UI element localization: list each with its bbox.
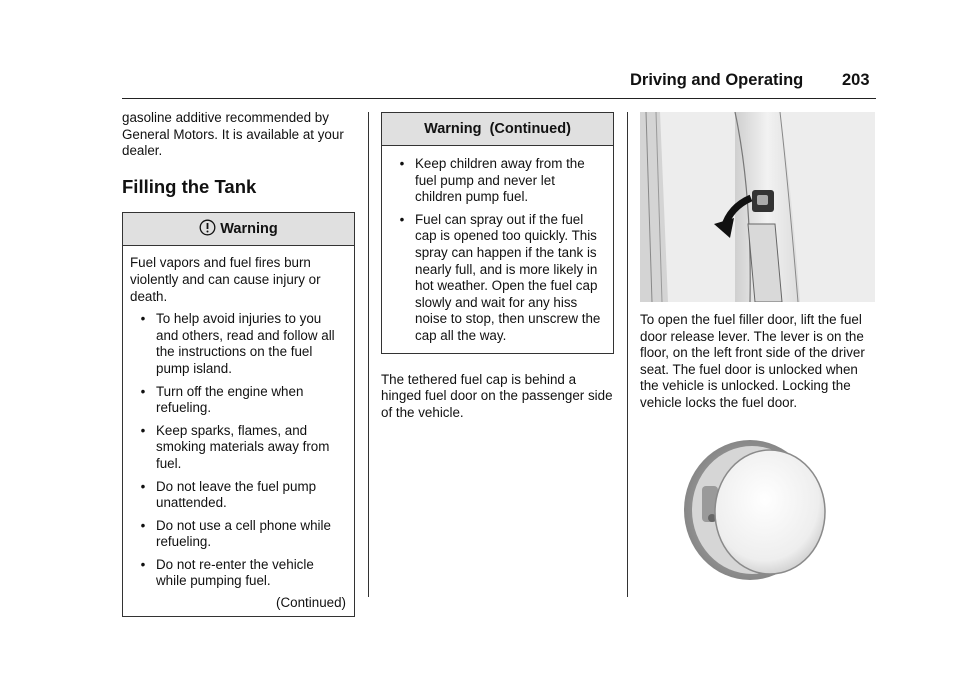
list-item: • Turn off the engine when refueling. — [130, 384, 346, 417]
warning-box — [122, 212, 355, 616]
bullet-icon: • — [399, 211, 405, 227]
warning-header — [123, 213, 354, 246]
fuel-door-release-lever — [640, 112, 875, 302]
column-2 — [381, 112, 614, 421]
running-header-title: Driving and Operating — [630, 71, 804, 89]
body-paragraph: The tethered fuel cap is behind a hinged fuel door on the passenger side of the vehicle. — [381, 371, 613, 420]
warning-title: Warning — [220, 221, 278, 238]
body-paragraph: To open the fuel filler door, lift the fuel door release lever. The lever is on the floor, on the left front side of the driver seat. The fuel door is unlocked when the vehicle is unlocked. Locking the vehicle locks the fuel door. — [640, 312, 865, 410]
column-divider-2 — [627, 112, 628, 597]
bullet-icon: • — [140, 478, 146, 494]
fuel-filler-door — [682, 434, 830, 584]
bullet-icon: • — [140, 556, 146, 572]
header-rule — [122, 98, 876, 99]
warning-body — [382, 146, 613, 353]
warning-circle-icon — [199, 219, 216, 236]
warning-intro: Fuel vapors and fuel fires burn violently and can cause injury or death. — [130, 255, 321, 304]
page-number: 203 — [842, 71, 870, 89]
fuel-filler-door-image — [682, 434, 830, 584]
column-divider-1 — [368, 112, 369, 597]
intro-paragraph: gasoline additive recommended by General Motors. It is available at your dealer. — [122, 110, 344, 159]
list-item: • To help avoid injuries to you and others, read and follow all the instructions on the fuel pump island. — [130, 311, 346, 377]
bullet-icon: • — [140, 422, 146, 438]
column-1 — [122, 110, 355, 617]
bullet-icon: • — [140, 311, 146, 327]
section-title: Filling the Tank — [122, 175, 257, 197]
warning-header: Warning (Continued) — [382, 113, 613, 146]
bullet-icon: • — [399, 156, 405, 171]
warning-box-continued — [381, 112, 614, 354]
list-item: • Do not re-enter the vehicle while pumping fuel. — [130, 557, 346, 590]
fuel-door-release-lever-photo — [640, 112, 875, 302]
list-item: • Do not use a cell phone while refueling. — [130, 518, 346, 551]
warning-body — [123, 246, 354, 615]
column-3 — [640, 312, 880, 412]
continued-note: (Continued) — [276, 595, 346, 611]
list-item: • Do not leave the fuel pump unattended. — [130, 479, 346, 512]
bullet-icon: • — [140, 517, 146, 533]
list-item: • Keep sparks, flames, and smoking materials away from fuel. — [130, 423, 346, 473]
list-item: • Fuel can spray out if the fuel cap is opened too quickly. This spray can happen if the tank is nearly full, and is more likely in hot weather. Open the fuel cap slowly and wait for any hiss noise to stop, then unscrew the cap all the way. — [389, 212, 605, 345]
warning-bullet-list — [389, 156, 605, 345]
bullet-icon: • — [140, 383, 146, 399]
list-item: • Keep children away from the fuel pump and never let children pump fuel. — [389, 156, 605, 206]
warning-bullet-list — [130, 311, 346, 590]
